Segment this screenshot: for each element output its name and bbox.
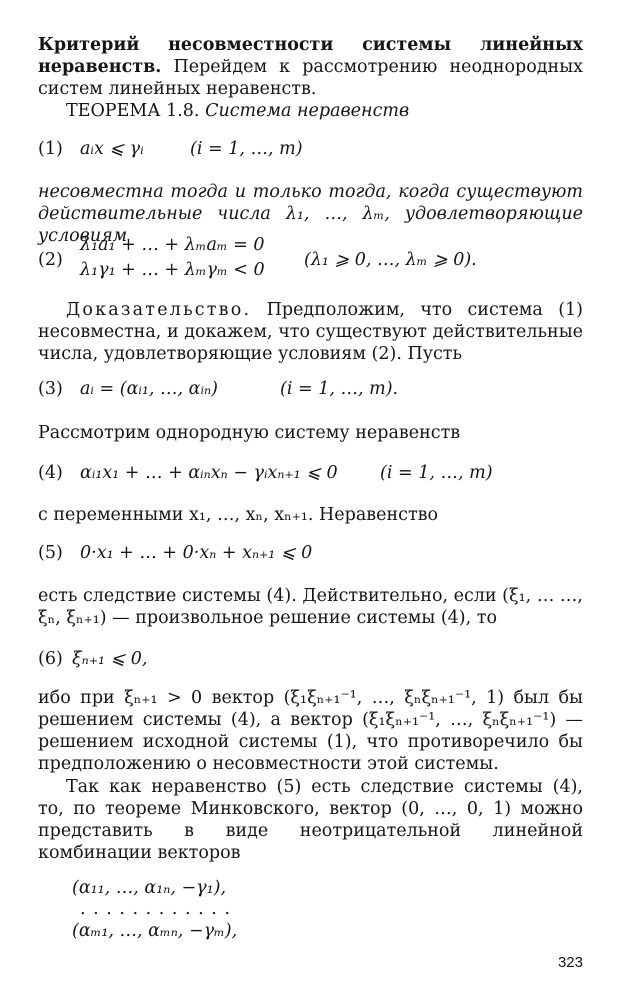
book-page: Критерий несовместности системы линейных неравенств. Перейдем к рассмотрению неоднородных систем линейных неравенств. ТЕОРЕМА 1.8. Система неравенств (1) aᵢx ⩽ γᵢ (i = 1, …, m) несовместна тогда и только тогда, когда существуют действительные числа λ₁, …, λₘ, удовлетворяющие условиям (2) λ₁a₁ + … + λₘaₘ = 0 λ₁γ₁ + … + λₘγₘ < 0 (λ₁ ⩾ 0, …, λₘ ⩾ 0). Доказательство. Предположим, что система (1) несовместна, и докажем, что существуют действительные числа, удовлетворяющие условиям (2). Пусть (3) aᵢ = (αᵢ₁, …, αᵢₙ) (i = 1, …, m). Рассмотрим однородную систему неравенств (4) αᵢ₁x₁ + … + αᵢₙxₙ − γᵢxₙ₊₁ ⩽ 0 (i = 1, …, m) с переменными x₁, …, xₙ, xₙ₊₁. Неравенство (5) 0·x₁ + … + 0·xₙ + xₙ₊₁ ⩽ 0 есть следствие системы (4). Действительно, если (ξ₁, … …, ξₙ, ξₙ₊₁) — произвольное решение системы (4), то (6) ξₙ₊₁ ⩽ 0, ибо при ξₙ₊₁ > 0 вектор (ξ₁ξₙ₊₁⁻¹, …, ξₙξₙ₊₁⁻¹, 1) был бы решением системы (4), а вектор (ξ₁ξₙ₊₁⁻¹, …, ξₙξₙ₊₁⁻¹) — решением исходной системы (1), что противоречило бы предположению о несовместности этой системы. Так как неравенство (5) есть следствие системы (4), то, по теореме Минковского, вектор (0, …, 0, 1) можно представить в виде неотрицательной линейной комбинации векторов (α₁₁, …, α₁ₙ, −γ₁), . . . . . . . . . . . . (αₘ₁, …, αₘₙ, −γₘ), 323	[0, 0, 619, 1000]
formula-1: (1) aᵢx ⩽ γᵢ (i = 1, …, m)	[38, 139, 303, 159]
formula-4: (4) αᵢ₁x₁ + … + αᵢₙxₙ − γᵢxₙ₊₁ ⩽ 0 (i = 1, …, m)	[38, 463, 493, 483]
formula-6: (6) ξₙ₊₁ ⩽ 0,	[38, 649, 148, 669]
formula-5: (5) 0·x₁ + … + 0·xₙ + xₙ₊₁ ⩽ 0	[38, 543, 313, 563]
formula-3: (3) aᵢ = (αᵢ₁, …, αᵢₙ) (i = 1, …, m).	[38, 379, 399, 399]
vector-last: (αₘ₁, …, αₘₙ, −γₘ),	[72, 921, 238, 941]
proof-paragraph-3: с переменными x₁, …, xₙ, xₙ₊₁. Неравенство	[38, 505, 439, 525]
theorem-condition: несовместна тогда и только тогда, когда существуют действительные числа λ₁, …, λₘ, удовлетворяющие условиям	[38, 182, 583, 246]
intro-text: Перейдем к рассмотрению неоднородных систем линейных неравенств.	[38, 57, 583, 99]
proof-paragraph-6: Так как неравенство (5) есть следствие системы (4), то, по теореме Минковского, вектор (0, …, 0, 1) можно представить в виде неотрицательной линейной комбинации векторов	[38, 777, 583, 863]
vector-first: (α₁₁, …, α₁ₙ, −γ₁),	[72, 878, 227, 898]
page-number: 323	[557, 954, 583, 971]
section-heading: Критерий несовместности системы линейных неравенств.	[38, 35, 583, 77]
theorem-label: ТЕОРЕМА 1.8.	[66, 101, 200, 121]
proof-paragraph-5: ибо при ξₙ₊₁ > 0 вектор (ξ₁ξₙ₊₁⁻¹, …, ξₙξₙ₊₁⁻¹, 1) был бы решением системы (4), а вектор (ξ₁ξₙ₊₁⁻¹, …, ξₙξₙ₊₁⁻¹) — решением исходной системы (1), что противоречило бы предположению о несовместности этой системы.	[38, 688, 583, 774]
section-paragraph	[38, 34, 583, 100]
proof-paragraph-1: Доказательство. Предположим, что система (1) несовместна, и докажем, что существуют действительные числа, удовлетворяющие условиям (2). Пусть	[38, 300, 583, 364]
proof-paragraph-4: есть следствие системы (4). Действительно, если (ξ₁, … …, ξₙ, ξₙ₊₁) — произвольное решение системы (4), то	[38, 586, 583, 628]
proof-paragraph-2: Рассмотрим однородную систему неравенств	[38, 423, 461, 443]
theorem-lead: Система неравенств	[205, 101, 410, 121]
vector-dots: . . . . . . . . . . . .	[80, 899, 231, 919]
proof-label: Доказательство.	[66, 300, 252, 320]
theorem-statement	[38, 100, 583, 122]
